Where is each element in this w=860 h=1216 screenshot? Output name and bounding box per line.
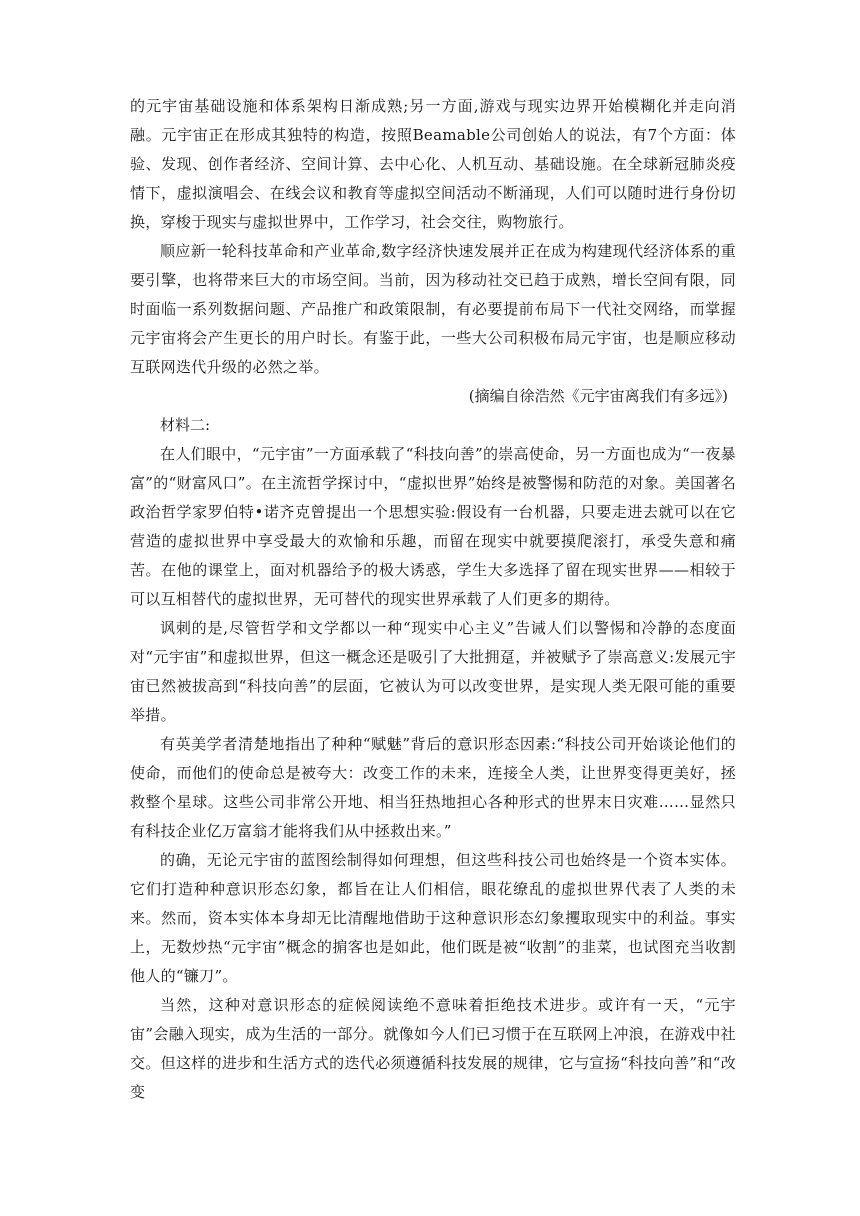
material-two-heading: 材料二: [160,416,211,434]
source-citation: (摘编自徐浩然《元宇宙离我们有多远》) [468,387,728,405]
paragraph-material-2: 讽刺的是,尽管哲学和文学都以一种“现实中心主义”告诫人们以警惕和冷静的态度面对“元宇宙”和虚拟世界，但这一概念还是吸引了大批拥趸，并被赋予了崇高意义:发展元宇宙已然被拔高到“科技向善”的层面，它被认为可以改变世界，是实现人类无限可能的重要举措。 [130,619,736,724]
paragraph-material-1: 在人们眼中，“元宇宙”一方面承载了“科技向善”的崇高使命，另一方面也成为“一夜暴富”的“财富风口”。在主流哲学探讨中，“虚拟世界”始终是被警惕和防范的对象。美国著名政治哲学家罗伯特•诺齐克曾提出一个思想实验:假设有一台机器，只要走进去就可以在它营造的虚拟世界中享受最大的欢愉和乐趣，而留在现实中就要摸爬滚打，承受失意和痛苦。在他的课堂上，面对机器给予的极大诱惑，学生大多选择了留在现实世界——相较于可以互相替代的虚拟世界，无可替代的现实世界承载了人们更多的期待。 [130,445,736,608]
paragraph-material-4: 的确，无论元宇宙的蓝图绘制得如何理想，但这些科技公司也始终是一个资本实体。它们打造种种意识形态幻象，都旨在让人们相信，眼花缭乱的虚拟世界代表了人类的未来。然而，资本实体本身却无比清醒地借助于这种意识形态幻象攫取现实中的利益。事实上，无数炒热“元宇宙”概念的掮客也是如此，他们既是被“收割”的韭菜，也试图充当收割他人的“镰刀”。 [130,851,736,985]
paragraph-material-3: 有英美学者清楚地指出了种种“赋魅”背后的意识形态因素:“科技公司开始谈论他们的使命，而他们的使命总是被夸大：改变工作的未来，连接全人类，让世界变得更美好，拯救整个星球。这些公司非常公开地、相当狂热地担心各种形式的世界末日灾难……显然只有科技企业亿万富翁才能将我们从中拯救出来。” [130,735,736,840]
document-page [130,92,736,1107]
paragraph-material-5: 当然，这种对意识形态的症候阅读绝不意味着拒绝技术进步。或许有一天，“元宇宙”会融入现实，成为生活的一部分。就像如今人们已习惯于在互联网上冲浪，在游戏中社交。但这样的进步和生活方式的迭代必须遵循科技发展的规律，它与宣扬“科技向善”和“改变 [130,996,736,1101]
paragraph-digital-economy: 顺应新一轮科技革命和产业革命,数字经济快速发展并正在成为构建现代经济体系的重要引擎，也将带来巨大的市场空间。当前，因为移动社交已趋于成熟，增长空间有限，同时面临一系列数据问题、产品推广和政策限制，有必要提前布局下一代社交网络，而掌握元宇宙将会产生更长的用户时长。有鉴于此，一些大公司积极布局元宇宙，也是顺应移动互联网迭代升级的必然之举。 [130,242,736,376]
paragraph-continuation: 的元宇宙基础设施和体系架构日渐成熟;另一方面,游戏与现实边界开始模糊化并走向消融。元宇宙正在形成其独特的构造，按照Beamable公司创始人的说法，有7个方面：体验、发现、创作者经济、空间计算、去中心化、人机互动、基础设施。在全球新冠肺炎疫情下，虚拟演唱会、在线会议和教育等虚拟空间活动不断涌现，人们可以随时进行身份切换，穿梭于现实与虚拟世界中，工作学习，社会交往，购物旅行。 [130,97,736,231]
